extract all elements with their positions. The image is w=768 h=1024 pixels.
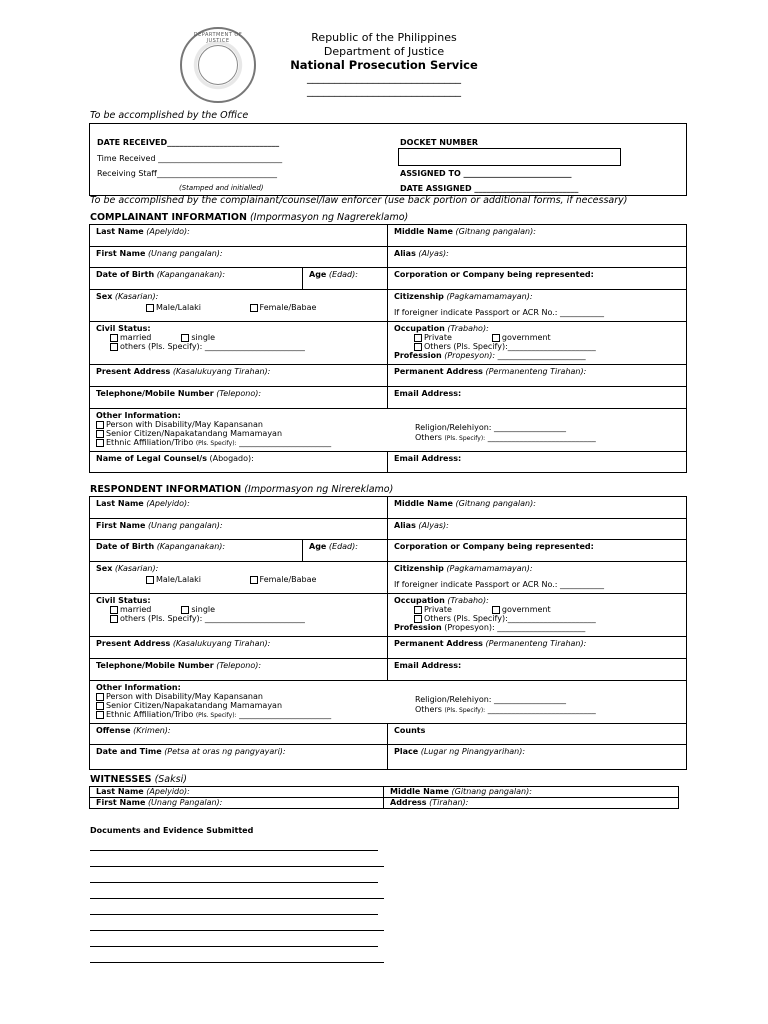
respondent-section-title [90,484,393,495]
r-last-name[interactable]: Last Name (Apelyido): [90,497,388,519]
c-occupation: Occupation (Trabaho): Private government Others (Pls. Specify):______________________ Profession (Propesyon): ______________________ [388,322,687,365]
respondent-table [89,496,687,770]
respondent-title: RESPONDENT INFORMATION [90,484,242,495]
r-others-info[interactable]: Others (Pls. Specify): ___________________________ [415,705,596,714]
c-corp[interactable]: Corporation or Company being represented: [388,268,687,290]
r-single-checkbox[interactable] [181,606,189,614]
r-age[interactable]: Age (Edad): [303,540,388,562]
r-pwd-checkbox[interactable] [96,693,104,701]
c-last-name[interactable]: Last Name (Apelyido): [90,225,388,247]
c-others-occ-checkbox[interactable] [414,343,422,351]
complainant-table [89,224,687,473]
c-religion[interactable]: Religion/Relehiyon: __________________ [415,423,567,432]
r-alias[interactable]: Alias (Alyas): [388,519,687,540]
c-single-checkbox[interactable] [181,334,189,342]
r-others-occ-checkbox[interactable] [414,615,422,623]
r-date-time[interactable]: Date and Time (Petsa at oras ng pangyayari): [90,745,388,770]
office-note: To be accomplished by the Office [90,110,249,121]
r-male-checkbox[interactable] [146,576,154,584]
r-sex: Sex (Kasarian): Male/Lalaki Female/Babae [90,562,388,594]
receiving-staff-field[interactable]: Receiving Staff______________________________ [97,169,277,178]
r-others-civil-checkbox[interactable] [110,615,118,623]
c-permanent-address[interactable]: Permanent Address (Permanenteng Tirahan): [388,365,687,387]
c-private-checkbox[interactable] [414,334,422,342]
docket-number-label: DOCKET NUMBER [400,138,479,147]
c-sex: Sex (Kasarian): Male/Lalaki Female/Babae [90,290,388,322]
c-civil-status: Civil Status: married single others (Pls. Specify): _________________________ [90,322,388,365]
c-email[interactable]: Email Address: [388,387,687,409]
seal-emblem [198,45,238,85]
r-occupation: Occupation (Trabaho): Private government Others (Pls. Specify):______________________ Profession (Propesyon): ______________________ [388,594,687,637]
documents-line-6[interactable] [90,930,384,931]
complainant-title-tl: (Impormasyon ng Nagrereklamo) [249,212,409,223]
r-counts[interactable]: Counts [388,724,687,745]
documents-line-8[interactable] [90,962,384,963]
seal-lettering: DEPARTMENT OF JUSTICE [193,32,243,44]
c-alias[interactable]: Alias (Alyas): [388,247,687,268]
c-senior-checkbox[interactable] [96,430,104,438]
date-received-field[interactable]: DATE RECEIVED____________________________ [97,138,280,147]
r-private-checkbox[interactable] [414,606,422,614]
r-government-checkbox[interactable] [492,606,500,614]
witnesses-title: WITNESSES [90,774,152,785]
r-telephone[interactable]: Telephone/Mobile Number (Telepono): [90,659,388,681]
c-others-info[interactable]: Others (Pls. Specify): ___________________________ [415,433,596,442]
complainant-title: COMPLAINANT INFORMATION [90,212,247,223]
witnesses-section-title [90,774,187,785]
c-present-address[interactable]: Present Address (Kasalukuyang Tirahan): [90,365,388,387]
w-middle-name[interactable]: Middle Name (Gitnang pangalan): [384,787,679,798]
documents-line-2[interactable] [90,866,384,867]
c-age[interactable]: Age (Edad): [303,268,388,290]
documents-line-5[interactable] [90,914,378,915]
r-corp[interactable]: Corporation or Company being represented: [388,540,687,562]
r-present-address[interactable]: Present Address (Kasalukuyang Tirahan): [90,637,388,659]
c-ethnic-checkbox[interactable] [96,439,104,447]
documents-line-4[interactable] [90,898,384,899]
assigned-to-field[interactable]: ASSIGNED TO ___________________________ [400,169,572,178]
c-counsel-email[interactable]: Email Address: [388,452,687,473]
complainant-note: To be accomplished by the complainant/counsel/law enforcer (use back portion or additional forms, if necessary) [90,195,628,206]
w-last-name[interactable]: Last Name (Apelyido): [90,787,384,798]
r-first-name[interactable]: First Name (Unang pangalan): [90,519,388,540]
header-nps: National Prosecution Service [290,58,478,72]
documents-title: Documents and Evidence Submitted [90,826,254,835]
r-other-info: Other Information: Person with Disability/May Kapansanan Senior Citizen/Napakatandang Mamamayan Ethnic Affiliation/Tribo (Pls. Specify): _______________________ Religion/Relehiyon: __________________ Others (Pls. Specify): ___________________________ [90,681,687,724]
w-first-name[interactable]: First Name (Unang Pangalan): [90,798,384,809]
time-received-field[interactable]: Time Received _______________________________ [97,154,283,163]
r-place[interactable]: Place (Lugar ng Pinangyarihan): [388,745,687,770]
stamped-note: (Stamped and initialled) [179,184,264,192]
documents-line-3[interactable] [90,882,378,883]
c-middle-name[interactable]: Middle Name (Gitnang pangalan): [388,225,687,247]
w-address[interactable]: Address (Tirahan): [384,798,679,809]
documents-line-7[interactable] [90,946,378,947]
r-senior-checkbox[interactable] [96,702,104,710]
respondent-title-tl: (Impormasyon ng Nirereklamo) [244,484,394,495]
c-telephone[interactable]: Telephone/Mobile Number (Telepono): [90,387,388,409]
docket-number-input[interactable] [398,148,621,166]
c-pwd-checkbox[interactable] [96,421,104,429]
r-permanent-address[interactable]: Permanent Address (Permanenteng Tirahan): [388,637,687,659]
c-counsel[interactable]: Name of Legal Counsel/s (Abogado): [90,452,388,473]
header-department: Department of Justice [323,45,445,58]
r-offense[interactable]: Offense (Krimen): [90,724,388,745]
date-assigned-field[interactable]: DATE ASSIGNED __________________________ [400,184,579,193]
r-middle-name[interactable]: Middle Name (Gitnang pangalan): [388,497,687,519]
c-citizenship[interactable]: Citizenship (Pagkamamamayan): If foreigner indicate Passport or ACR No.: ___________ [388,290,687,322]
r-email[interactable]: Email Address: [388,659,687,681]
c-dob[interactable]: Date of Birth (Kapanganakan): [90,268,303,290]
r-citizenship[interactable]: Citizenship (Pagkamamamayan): If foreigner indicate Passport or ACR No.: ___________ [388,562,687,594]
c-married-checkbox[interactable] [110,334,118,342]
witnesses-table [89,786,679,809]
r-ethnic-checkbox[interactable] [96,711,104,719]
complainant-section-title [90,212,408,223]
r-female-checkbox[interactable] [250,576,258,584]
witnesses-title-tl: (Saksi) [154,774,187,785]
header-blank-2: ____________________________ [307,84,461,97]
c-female-checkbox[interactable] [250,304,258,312]
r-dob[interactable]: Date of Birth (Kapanganakan): [90,540,303,562]
header-blank-1: ____________________________ [307,71,461,84]
c-male-checkbox[interactable] [146,304,154,312]
r-civil-status: Civil Status: married single others (Pls. Specify): _________________________ [90,594,388,637]
c-first-name[interactable]: First Name (Unang pangalan): [90,247,388,268]
r-religion[interactable]: Religion/Relehiyon: __________________ [415,695,567,704]
documents-line-1[interactable] [90,850,378,851]
c-other-info: Other Information: Person with Disability/May Kapansanan Senior Citizen/Napakatandang Mamamayan Ethnic Affiliation/Tribo (Pls. Specify): _______________________ Religion/Relehiyon: __________________ Others (Pls. Specify): ___________________________ [90,409,687,452]
c-government-checkbox[interactable] [492,334,500,342]
r-married-checkbox[interactable] [110,606,118,614]
header-republic: Republic of the Philippines [311,31,457,44]
c-others-civil-checkbox[interactable] [110,343,118,351]
